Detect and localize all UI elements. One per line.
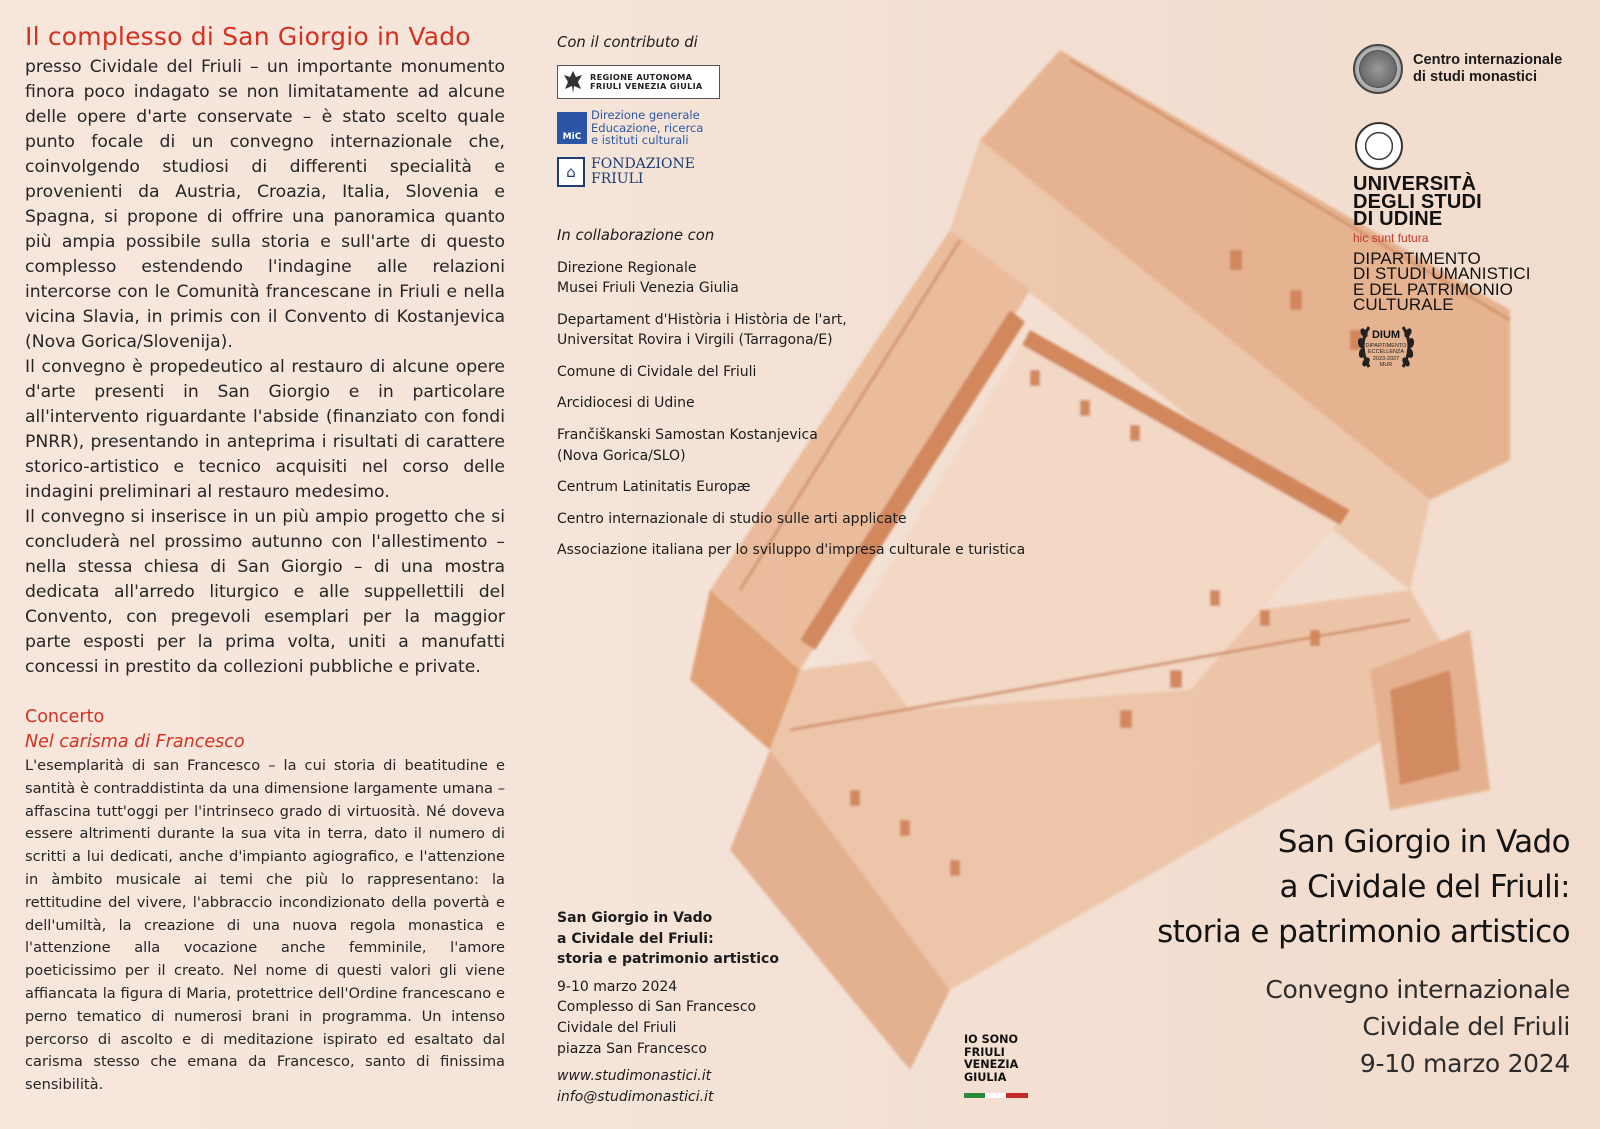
fondazione-friuli-logo: [557, 157, 1077, 187]
collaborators-list: [557, 258, 1077, 562]
seal-icon: [1353, 44, 1403, 94]
cover-title-block: [1157, 820, 1570, 1082]
concert-subtitle: Nel carisma di Francesco: [25, 732, 245, 752]
intro-text: [25, 55, 505, 680]
event-summary-details: 9-10 marzo 2024 Complesso di San Francesco Cividale del Friuli piazza San Francesco: [557, 978, 757, 1057]
dium-laurel-badge: [1355, 319, 1417, 375]
list-item: Frančiškanski Samostan Kostanjevica (Nova Gorica/SLO): [557, 427, 818, 464]
list-item: Departament d'Història i Història de l'art, Universitat Rovira i Virgili (Tarragona/E): [557, 311, 847, 349]
column-icon: ⌂: [557, 157, 585, 187]
mic-logo-text: Direzione generale Educazione, ricerca e istituti culturali: [591, 108, 704, 147]
university-motto: hic sunt futura: [1353, 230, 1429, 245]
list-item: Comune di Cividale del Friuli: [557, 363, 757, 380]
intro-paragraph: Il convegno è propedeutico al restauro di alcune opere d'arte presenti in San Giorgio e in particolare all'intervento riguardante l'abside (finanziato con fondi PNRR), presentando in anteprima i risultati di carattere storico-artistico e tecnico acquisiti nel corso delle indagini preliminari al restauro medesimo.: [25, 357, 505, 502]
fondazione-friuli-text: FONDAZIONE FRIULI: [591, 155, 695, 187]
department-name: DIPARTIMENTO DI STUDI UMANISTICI E DEL PATRIMONIO CULTURALE: [1353, 248, 1531, 314]
mic-badge-icon: MiC: [557, 112, 587, 144]
list-item: Arcidiocesi di Udine: [557, 395, 695, 412]
eagle-icon: [562, 69, 584, 95]
contributors-heading: Con il contributo di: [557, 34, 698, 51]
left-column: [25, 22, 505, 1097]
io-sono-fvg-logo: [964, 1034, 1029, 1098]
event-summary: [557, 908, 797, 1107]
collaboration-heading: In collaborazione con: [557, 226, 715, 244]
cism-logo: [1353, 44, 1562, 94]
uniud-logo: [1353, 122, 1531, 375]
university-seal-icon: [1355, 122, 1403, 170]
list-item: Direzione Regionale Musei Friuli Venezia Giulia: [557, 259, 739, 297]
intro-paragraph: Il convegno si inserisce in un più ampio progetto che si concluderà nel prossimo autunno con l'allestimento – nella stessa chiesa di San Giorgio – di una mostra dedicata all'arredo liturgico e alle suppellettili del Convento, con pregevoli esemplari per la maggior parte esposti per la prima volta, uniti a manufatti concessi in prestito da collezioni pubbliche e private.: [25, 507, 505, 677]
io-sono-fvg-text: IO SONO FRIULI VENEZIA GIULIA: [964, 1033, 1019, 1084]
university-name: UNIVERSITÀ DEGLI STUDI DI UDINE: [1353, 173, 1482, 230]
italian-flag-icon: [964, 1093, 1028, 1098]
list-item: Associazione italiana per lo sviluppo d'impresa culturale e turistica: [557, 542, 1026, 559]
dium-detail: DIPARTIMENTO ECCELLENZA 2023-2027 MUR: [1365, 342, 1407, 368]
concert-heading: Concerto: [25, 707, 105, 727]
list-item: Centrum Latinitatis Europæ: [557, 479, 751, 496]
regione-fvg-logo-text: REGIONE AUTONOMA FRIULI VENEZIA GIULIA: [590, 71, 703, 91]
cover-subtitle: Convegno internazionale Cividale del Friuli 9-10 marzo 2024: [1265, 975, 1570, 1078]
regione-fvg-logo: [557, 65, 720, 99]
middle-column: [557, 34, 1077, 572]
event-contact-links[interactable]: www.studimonastici.it info@studimonastici.it: [557, 1068, 714, 1105]
intro-paragraph: presso Cividale del Friuli – un importante monumento finora poco indagato se non limitatamente ad alcune delle opere d'arte conservate – è stato scelto quale punto focale di un convegno internazionale che, coinvolgendo studiosi di differenti specialità e provenienti da Austria, Croazia, Italia, Slovenia e Spagna, si propone di offrire una panoramica quanto più ampia possibile sulla storia e sull'arte di questo complesso estendendo l'indagine alle relazioni intercorse con le Comunità francescane in Friuli e nella vicina Slavia, in primis con il Convento di Kostanjevica (Nova Gorica/Slovenija).: [25, 57, 505, 352]
cover-title: San Giorgio in Vado a Cividale del Friuli: storia e patrimonio artistico: [1157, 824, 1570, 950]
main-title: Il complesso di San Giorgio in Vado: [25, 22, 471, 51]
dium-label: DIUM: [1371, 328, 1401, 341]
list-item: Centro internazionale di studio sulle arti applicate: [557, 510, 907, 527]
mic-logo: [557, 109, 1077, 147]
event-summary-title: San Giorgio in Vado a Cividale del Friuli: storia e patrimonio artistico: [557, 910, 779, 968]
cism-logo-text: Centro internazionale di studi monastici: [1413, 52, 1563, 85]
concert-description: L'esemplarità di san Francesco – la cui storia di beatitudine e santità è contraddistinta da una dimensione largamente umana – affascina tutt'oggi per l'intrinseco grado di virtuosità. Né doveva essere altrimenti durante la sua vita in terra, dato il numero di scritti a lui dedicati, anche d'impianto agiografico, e l'attenzione in àmbito musicale ai temi che più lo rappresentano: la rettitudine del vivere, l'abbraccio incondizionato della povertà e dell'umiltà, la creazione di una nuova regola monastica e l'attenzione alla vocazione anche femminile, l'amore poeticissimo per il creato. Nel nome di questi valori gli viene affiancata la figura di Maria, protettrice dell'Ordine francescano e perno tematico di numerosi brani in programma. Un intenso percorso di ascolto e di meditazione ispirato ed esaltato dal carisma stesso che emana da Francesco, santo di finissima sensibilità.: [25, 757, 505, 1094]
